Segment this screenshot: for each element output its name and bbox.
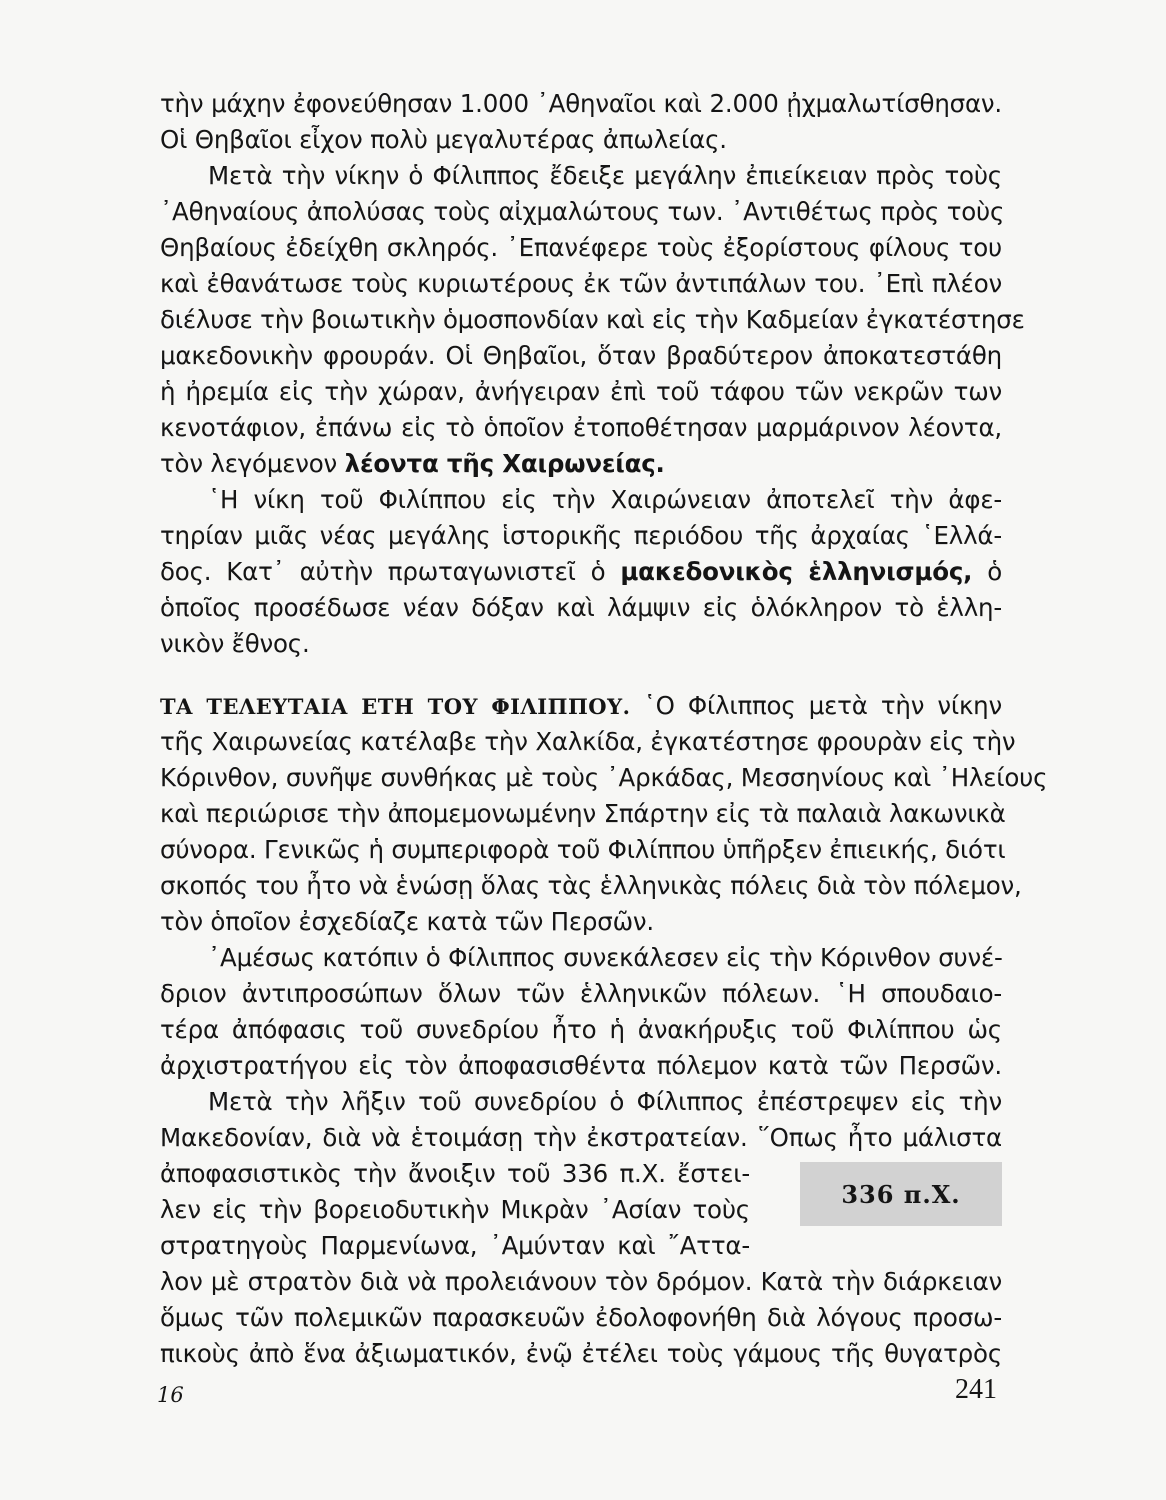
text-line: τὴν μάχην ἐφονεύθησαν 1.000 ᾿Αθηναῖοι καὶ 2.000 ᾐχμαλωτίσθησαν.	[160, 89, 1002, 118]
margin-date-box	[800, 1162, 1002, 1226]
text-line: κενοτάφιον, ἐπάνω εἰς τὸ ὁποῖον ἐτοποθέτησαν μαρμάρινον λέοντα,	[160, 413, 1002, 442]
text-line: πικοὺς ἀπὸ ἕνα ἀξιωματικόν, ἐνῷ ἐτέλει τοὺς γάμους τῆς θυγατρὸς	[160, 1339, 1002, 1368]
text-segment: δος. Κατ᾿ αὐτὴν πρωταγωνιστεῖ ὁ	[160, 557, 606, 586]
text-line: σκοπός του ἦτο νὰ ἑνώσῃ ὅλας τὰς ἑλληνικὰς πόλεις διὰ τὸν πόλεμον,	[160, 871, 1022, 900]
text-line: σύνορα. Γενικῶς ἡ συμπεριφορὰ τοῦ Φιλίππου ὑπῆρξεν ἐπιεικής, διότι	[160, 835, 1006, 864]
text-line: ἀποφασιστικὸς τὴν ἄνοιξιν τοῦ 336 π.Χ. ἔστει-	[160, 1159, 750, 1188]
text-segment: ῾Ο Φίλιππος μετὰ τὴν νίκην	[643, 691, 1002, 720]
text-line: ᾿Αθηναίους ἀπολύσας τοὺς αἰχμαλώτους των. ᾿Αντιθέτως πρὸς τοὺς	[160, 197, 1005, 226]
text-line: μακεδονικὴν φρουράν. Οἱ Θηβαῖοι, ὅταν βραδύτερον ἀποκατεστάθη	[160, 341, 1002, 370]
text-line: τηρίαν μιᾶς νέας μεγάλης ἱστορικῆς περιόδου τῆς ἀρχαίας ῾Ελλά-	[160, 521, 1002, 550]
text-line: διέλυσε τὴν βοιωτικὴν ὁμοσπονδίαν καὶ εἰς τὴν Καδμείαν ἐγκατέστησε	[160, 305, 1025, 334]
text-line	[160, 690, 1002, 722]
text-line: στρατηγοὺς Παρμενίωνα, ᾿Αμύνταν καὶ ῎Αττα-	[160, 1231, 750, 1260]
text-line: δριον ἀντιπροσώπων ὅλων τῶν ἑλληνικῶν πόλεων. ῾Η σπουδαιο-	[160, 979, 1002, 1008]
text-line: Κόρινθον, συνῆψε συνθήκας μὲ τοὺς ᾿Αρκάδας, Μεσσηνίους καὶ ᾿Ηλείους	[160, 763, 1048, 792]
margin-date-label: 336 π.Χ.	[841, 1179, 961, 1209]
text-line: ὁποῖος προσέδωσε νέαν δόξαν καὶ λάμψιν εἰς ὁλόκληρον τὸ ἑλλη-	[160, 593, 1002, 622]
text-segment: τὸν λεγόμενον	[160, 449, 338, 478]
text-line	[160, 448, 665, 480]
text-line: καὶ περιώρισε τὴν ἀπομεμονωμένην Σπάρτην εἰς τὰ παλαιὰ λακωνικὰ	[160, 799, 1006, 828]
signature-number: 16	[157, 1383, 184, 1407]
text-line	[160, 556, 1002, 588]
text-line: Οἱ Θηβαῖοι εἶχον πολὺ μεγαλυτέρας ἀπωλείας.	[160, 125, 727, 154]
text-line: τῆς Χαιρωνείας κατέλαβε τὴν Χαλκίδα, ἐγκατέστησε φρουρὰν εἰς τὴν	[160, 727, 1016, 756]
text-line: ὅμως τῶν πολεμικῶν παρασκευῶν ἐδολοφονήθη διὰ λόγους προσω-	[160, 1303, 1002, 1332]
emphasis-term: μακεδονικὸς ἑλληνισμός,	[620, 557, 973, 586]
text-line: λεν εἰς τὴν βορειοδυτικὴν Μικρὰν ᾿Ασίαν τοὺς	[160, 1195, 750, 1224]
section-heading: ΤΑ ΤΕΛΕΥΤΑΙΑ ΕΤΗ ΤΟΥ ΦΙΛΙΠΠΟΥ.	[160, 694, 631, 719]
emphasis-term: λέοντα τῆς Χαιρωνείας.	[344, 449, 665, 478]
text-line: Μακεδονίαν, διὰ νὰ ἑτοιμάσῃ τὴν ἐκστρατείαν. ῞Οπως ἦτο μάλιστα	[160, 1123, 1002, 1152]
text-segment: ὁ	[987, 557, 1002, 586]
text-line: ἀρχιστρατήγου εἰς τὸν ἀποφασισθέντα πόλεμον κατὰ τῶν Περσῶν.	[160, 1051, 1002, 1080]
text-line: ᾿Αμέσως κατόπιν ὁ Φίλιππος συνεκάλεσεν εἰς τὴν Κόρινθον συνέ-	[208, 943, 1003, 972]
text-line: νικὸν ἔθνος.	[160, 629, 310, 658]
text-line: Μετὰ τὴν νίκην ὁ Φίλιππος ἔδειξε μεγάλην ἐπιείκειαν πρὸς τοὺς	[208, 161, 1002, 190]
text-line: τέρα ἀπόφασις τοῦ συνεδρίου ἦτο ἡ ἀνακήρυξις τοῦ Φιλίππου ὡς	[160, 1015, 1002, 1044]
page-number: 241	[955, 1374, 997, 1405]
text-line: λον μὲ στρατὸν διὰ νὰ προλειάνουν τὸν δρόμον. Κατὰ τὴν διάρκειαν	[160, 1267, 1002, 1296]
text-line: Θηβαίους ἐδείχθη σκληρός. ᾿Επανέφερε τοὺς ἐξορίστους φίλους του	[160, 233, 1002, 262]
text-line: ἡ ἠρεμία εἰς τὴν χώραν, ἀνήγειραν ἐπὶ τοῦ τάφου τῶν νεκρῶν των	[160, 377, 1002, 406]
text-line: τὸν ὁποῖον ἐσχεδίαζε κατὰ τῶν Περσῶν.	[160, 907, 655, 936]
text-line: Μετὰ τὴν λῆξιν τοῦ συνεδρίου ὁ Φίλιππος ἐπέστρεψεν εἰς τὴν	[208, 1087, 1002, 1116]
text-line: ῾Η νίκη τοῦ Φιλίππου εἰς τὴν Χαιρώνειαν ἀποτελεῖ τὴν ἀφε-	[208, 485, 1002, 514]
text-line: καὶ ἐθανάτωσε τοὺς κυριωτέρους ἐκ τῶν ἀντιπάλων του. ᾿Επὶ πλέον	[160, 269, 1002, 298]
